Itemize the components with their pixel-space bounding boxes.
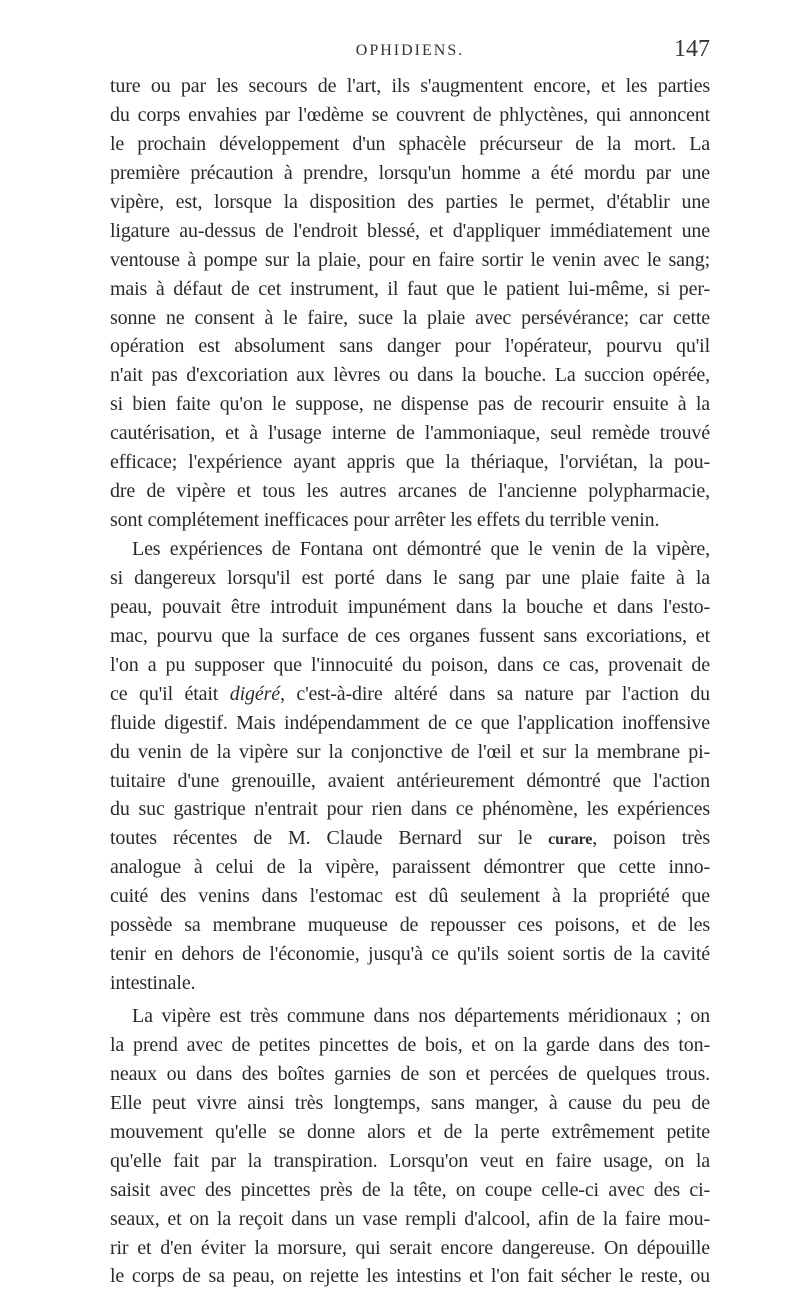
- text-line: si bien faite qu'on le suppose, ne dispense pas de recourir ensuite à la: [110, 393, 710, 416]
- text-line: analogue à celui de la vipère, paraissent démontrer que cette inno-: [110, 856, 710, 879]
- text-line: ture ou par les secours de l'art, ils s'augmentent encore, et les parties: [110, 75, 710, 97]
- text-line: Les expériences de Fontana ont démontré que le venin de la vipère,: [132, 538, 710, 560]
- text-line: du venin de la vipère sur la conjonctive de l'œil et sur la membrane pi-: [110, 740, 710, 763]
- text-segment: ce qu'il était: [110, 682, 230, 705]
- text-line: du suc gastrique n'entrait pour rien dans ce phénomène, les expériences: [110, 798, 710, 821]
- text-line: fluide digestif. Mais indépendamment de ce que l'application inoffensive: [110, 711, 710, 734]
- text-line: le corps de sa peau, on rejette les intestins et l'on fait sécher le reste, ou: [110, 1265, 710, 1288]
- paragraph-1: [110, 72, 710, 535]
- text-segment: toutes récentes de M. Claude Bernard sur le: [110, 827, 549, 850]
- text-line: saisit avec des pincettes près de la tête, on coupe celle-ci avec des ci-: [110, 1178, 710, 1201]
- text-line: neaux ou dans des boîtes garnies de son et percées de quelques trous.: [110, 1062, 710, 1085]
- text-line: ligature au-dessus de l'endroit blessé, et d'appliquer immédiatement une: [110, 219, 710, 242]
- text-line: intestinale.: [110, 972, 196, 995]
- paragraph-2: [110, 535, 710, 998]
- text-line: cuité des venins dans l'estomac est dû seulement à la propriété que: [110, 885, 710, 908]
- body-text: [110, 72, 710, 1291]
- text-line: mouvement qu'elle se donne alors et de la perte extrêmement petite: [110, 1120, 710, 1143]
- text-line: mac, pourvu que la surface de ces organes fussent sans excoriations, et: [110, 624, 710, 647]
- text-line: le prochain développement d'un sphacèle précurseur de la mort. La: [110, 132, 710, 155]
- text-line: sonne ne consent à le faire, suce la plaie avec persévérance; car cette: [110, 306, 710, 329]
- text-line: rir et d'en éviter la morsure, qui serait encore dangereuse. On dépouille: [110, 1236, 710, 1259]
- text-line: vipère, est, lorsque la disposition des parties le permet, d'établir une: [110, 190, 710, 213]
- text-line: La vipère est très commune dans nos départements méridionaux ; on: [132, 1005, 710, 1027]
- text-line: mais à défaut de cet instrument, il faut que le patient lui-même, si per-: [110, 277, 710, 300]
- text-line: ventouse à pompe sur la plaie, pour en faire sortir le venin avec le sang;: [110, 248, 710, 271]
- text-segment: , c'est-à-dire altéré dans sa nature par l'action du: [279, 682, 710, 705]
- text-line: l'on a pu supposer que l'innocuité du poison, dans ce cas, provenait de: [110, 653, 710, 676]
- bold-word: curare: [548, 831, 593, 849]
- text-line: n'ait pas d'excoriation aux lèvres ou dans la bouche. La succion opérée,: [110, 364, 710, 387]
- emphasized-word: digéré: [229, 682, 280, 705]
- text-line: tuitaire d'une grenouille, avaient antérieurement démontré que l'action: [110, 769, 710, 792]
- text-line: opération est absolument sans danger pour l'opérateur, pourvu qu'il: [110, 335, 710, 358]
- text-line: peau, pouvait être introduit impunément dans la bouche et dans l'esto-: [110, 595, 710, 618]
- text-line: seaux, et on la reçoit dans un vase rempli d'alcool, afin de la faire mou-: [110, 1207, 710, 1230]
- text-line: [110, 680, 710, 709]
- text-line: tenir en dehors de l'économie, jusqu'à ce qu'ils soient sortis de la cavité: [110, 943, 710, 966]
- text-line: qu'elle fait par la transpiration. Lorsqu'on veut en faire usage, on la: [110, 1149, 710, 1172]
- paragraph-3: [110, 1002, 710, 1291]
- text-line: première précaution à prendre, lorsqu'un homme a été mordu par une: [110, 161, 710, 184]
- text-line: si dangereux lorsqu'il est porté dans le sang par une plaie faite à la: [110, 566, 710, 589]
- text-line: du corps envahies par l'œdème se couvrent de phlyctènes, qui annoncent: [110, 103, 710, 126]
- text-line: Elle peut vivre ainsi très longtemps, sans manger, à cause du peu de: [110, 1091, 710, 1114]
- text-line: efficace; l'expérience ayant appris que la thériaque, l'orviétan, la pou-: [110, 451, 710, 474]
- text-line: possède sa membrane muqueuse de repousser ces poisons, et de les: [110, 914, 710, 937]
- page-header: [110, 36, 710, 68]
- text-line: la prend avec de petites pincettes de bois, et on la garde dans des ton-: [110, 1033, 710, 1056]
- text-line: sont complétement inefficaces pour arrêter les effets du terrible venin.: [110, 509, 660, 532]
- text-segment: , poison très: [592, 827, 710, 850]
- text-line: dre de vipère et tous les autres arcanes de l'ancienne polypharmacie,: [110, 480, 710, 503]
- text-line: [110, 824, 710, 853]
- page-number: 147: [674, 36, 710, 62]
- text-line: cautérisation, et à l'usage interne de l'ammoniaque, seul remède trouvé: [110, 422, 710, 445]
- running-title: OPHIDIENS.: [355, 42, 465, 59]
